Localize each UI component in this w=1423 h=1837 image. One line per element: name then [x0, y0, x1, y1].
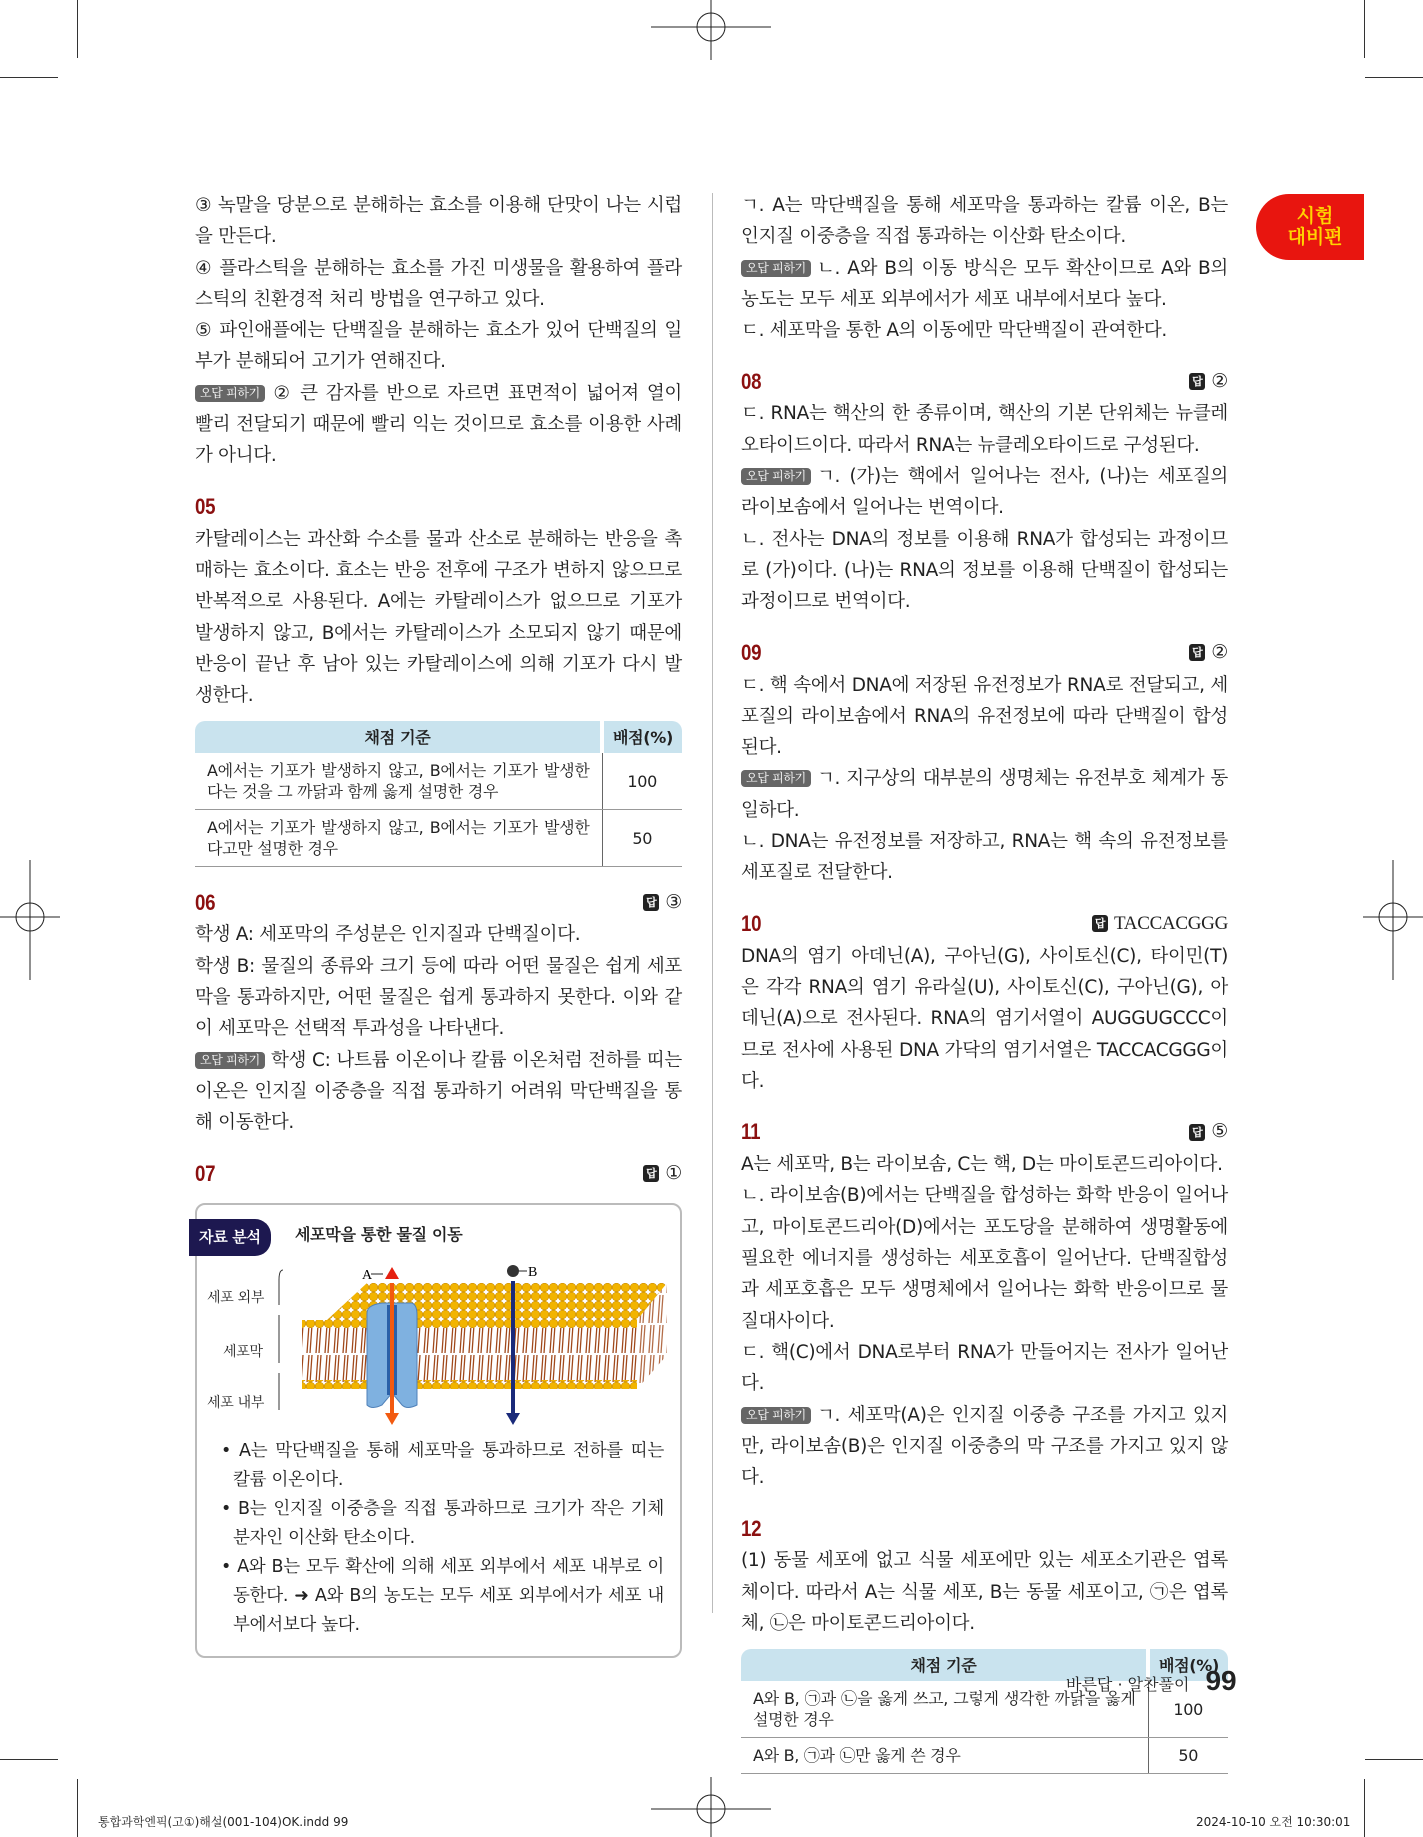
- crop-mark: [77, 0, 78, 58]
- side-tab-exam-prep: [1256, 194, 1364, 260]
- section-11: [741, 1115, 1228, 1493]
- paragraph-text: ㄱ. 지구상의 대부분의 생명체는 유전부호 체계가 동일하다.: [741, 768, 1228, 821]
- answer: [643, 1158, 682, 1189]
- label-membrane: 세포막: [223, 1343, 263, 1360]
- answer-icon: 답: [643, 894, 659, 911]
- table-cell: A와 B, ㉠과 ㉡을 옳게 쓰고, 그렇게 생각한 까닭을 옳게 설명한 경우: [741, 1681, 1148, 1738]
- section-07: [195, 1157, 682, 1658]
- lipid-tails: [302, 1328, 637, 1382]
- registration-mark-icon: [651, 1777, 771, 1837]
- slug-file: 통합과학엔픽(고①)해설(001-104)OK.indd 99: [98, 1815, 349, 1829]
- paragraph: ⑤ 파인애플에는 단백질을 분해하는 효소가 있어 단백질의 일부가 분해되어 고기가 연해진다.: [195, 320, 682, 373]
- paragraph: [741, 763, 1228, 826]
- paragraph-text: ㄱ. 세포막(A)은 인지질 이중층 구조를 가지고 있지만, 라이보솜(B)은 인지질 이중층의 막 구조를 가지고 있지 않다.: [741, 1404, 1228, 1489]
- page-footer: [1066, 1665, 1237, 1697]
- answer: [643, 887, 682, 918]
- paragraph: [195, 378, 682, 472]
- answer: [1092, 908, 1228, 939]
- paragraph: ㄷ. RNA는 핵산의 한 종류이며, 핵산의 기본 단위체는 뉴클레오타이드이다. 따라서 RNA는 뉴클레오타이드로 구성된다.: [741, 403, 1228, 456]
- figure-bullets: [217, 1437, 664, 1640]
- section-10: [741, 907, 1228, 1097]
- answer: [1189, 637, 1228, 668]
- crop-mark: [1364, 0, 1365, 58]
- section-06: [195, 885, 682, 1138]
- membrane-diagram: [207, 1265, 677, 1440]
- answer-icon: 답: [1189, 644, 1205, 661]
- section-number: 05: [195, 494, 216, 520]
- slug-date: 2024-10-10 오전 10:30:01: [1196, 1815, 1351, 1829]
- paragraph-text: ② 큰 감자를 반으로 자르면 표면적이 넓어져 열이 빨리 전달되기 때문에 빨리 익는 것이므로 효소를 이용한 사례가 아니다.: [195, 382, 682, 467]
- answer: [1189, 366, 1228, 397]
- crop-mark: [1365, 1759, 1423, 1760]
- table-header: 채점 기준: [195, 721, 602, 753]
- page-number: 99: [1205, 1665, 1237, 1696]
- paragraph: ㄷ. 핵(C)에서 DNA로부터 RNA가 만들어지는 전사가 일어난다.: [741, 1341, 1228, 1395]
- paragraph: ㄷ. 핵 속에서 DNA에 저장된 유전정보가 RNA로 전달되고, 세포질의 라이보솜에서 RNA의 유전정보에 따라 단백질이 합성된다.: [741, 674, 1228, 759]
- paragraph: A는 세포막, B는 라이보솜, C는 핵, D는 마이토콘드리아이다.: [741, 1154, 1223, 1176]
- answer-value: TACCACGGG: [1113, 912, 1228, 934]
- answer-value: ⑤: [1211, 1120, 1228, 1143]
- label-inside: 세포 내부: [207, 1394, 265, 1411]
- paragraph: 학생 A: 세포막의 주성분은 인지질과 단백질이다.: [195, 924, 581, 946]
- table-header: 배점(%): [602, 721, 682, 753]
- bullet-text: A와 B는 모두 확산에 의해 세포 외부에서 세포 내부로 이동한다. ➜ A와 B의 농도는 모두 세포 외부에서가 세포 내부에서보다 높다.: [233, 1556, 664, 1635]
- table-cell: 100: [1148, 1681, 1228, 1738]
- paragraph: ㄴ. 라이보솜(B)에서는 단백질을 합성하는 화학 반응이 일어나고, 마이토콘드리아(D)에서는 포도당을 분해하여 생명활동에 필요한 에너지를 생성하는 세포호흡이 일어난다. 단백질합성과 세포호흡은 모두 생명체에서 일어나는 화학 반응이므로 물질대사이다.: [741, 1185, 1228, 1332]
- answer-value: ③: [665, 890, 682, 913]
- table-cell: 50: [1148, 1738, 1228, 1774]
- paragraph: ③ 녹말을 당분으로 분해하는 효소를 이용해 단맛이 나는 시럽을 만든다.: [195, 195, 682, 248]
- label-b: B: [528, 1264, 538, 1280]
- section-number: 10: [741, 910, 762, 936]
- paragraph: ㄷ. 세포막을 통한 A의 이동에만 막단백질이 관여한다.: [741, 320, 1167, 342]
- answer-value: ②: [1211, 640, 1228, 663]
- bullet-text: A는 막단백질을 통해 세포막을 통과하므로 전하를 띠는 칼륨 이온이다.: [233, 1440, 664, 1490]
- paragraph: [741, 1400, 1228, 1494]
- figure-title: 세포막을 통한 물질 이동: [295, 1224, 463, 1244]
- table-cell: A에서는 기포가 발생하지 않고, B에서는 기포가 발생한다는 것을 그 까닭과 함께 옳게 설명한 경우: [195, 753, 602, 810]
- section-12: [741, 1511, 1228, 1774]
- answer-icon: 답: [1189, 373, 1205, 390]
- paragraph: ㄱ. A는 막단백질을 통해 세포막을 통과하는 칼륨 이온, B는 인지질 이중층을 직접 통과하는 이산화 탄소이다.: [741, 195, 1228, 248]
- section-number: 11: [741, 1119, 761, 1145]
- paragraph: [741, 253, 1228, 316]
- section-number: 08: [741, 368, 762, 394]
- answer: [1189, 1116, 1228, 1147]
- column-divider: [712, 193, 713, 1613]
- wrong-answer-badge: 오답 피하기: [741, 770, 811, 787]
- wrong-answer-badge: 오답 피하기: [741, 1407, 811, 1424]
- bullet-item: • A는 막단백질을 통해 세포막을 통과하므로 전하를 띠는 칼륨 이온이다.: [221, 1440, 664, 1490]
- left-column: [195, 190, 682, 1658]
- paragraph: ㄴ. 전사는 DNA의 정보를 이용해 RNA가 합성되는 과정이므로 (가)이다. (나)는 RNA의 정보를 이용해 단백질이 합성되는 과정이므로 번역이다.: [741, 528, 1228, 613]
- section-number: 09: [741, 639, 762, 665]
- answer-icon: 답: [1189, 1124, 1205, 1141]
- section-08: [741, 364, 1228, 617]
- paragraph: (1) 동물 세포에 없고 식물 세포에만 있는 세포소기관은 엽록체이다. 따라서 A는 식물 세포, B는 동물 세포이고, ㉠은 엽록체, ㉡은 마이토콘드리아이다.: [741, 1550, 1228, 1634]
- table-cell: A에서는 기포가 발생하지 않고, B에서는 기포가 발생한다고만 설명한 경우: [195, 810, 602, 867]
- paragraph: DNA의 염기 아데닌(A), 구아닌(G), 사이토신(C), 타이민(T)은 각각 RNA의 염기 유라실(U), 사이토신(C), 구아닌(G), 아데닌(A)으로 전사된다. RNA의 염기서열이 AUGGUGCCC이므로 전사에 사용된 DNA 가닥의 염기서열은 TACCACGGG이다.: [741, 945, 1228, 1092]
- registration-mark-icon: [651, 0, 771, 60]
- crop-mark: [77, 1779, 78, 1837]
- scoring-table: [195, 721, 682, 867]
- answer-icon: 답: [643, 1165, 659, 1182]
- crop-mark: [1364, 1779, 1365, 1837]
- paragraph-text: ㄴ. A와 B의 이동 방식은 모두 확산이므로 A와 B의 농도는 모두 세포 외부에서가 세포 내부에서보다 높다.: [741, 257, 1228, 310]
- right-column: [741, 190, 1228, 1780]
- footer-label: 바른답 · 알찬풀이: [1066, 1675, 1190, 1694]
- paragraph: ㄴ. DNA는 유전정보를 저장하고, RNA는 핵 속의 유전정보를 세포질로 전달한다.: [741, 831, 1228, 884]
- crop-mark: [0, 77, 58, 78]
- answer-value: ①: [665, 1161, 682, 1184]
- table-row: [195, 810, 682, 867]
- table-row: [741, 1738, 1228, 1774]
- section-05: [195, 490, 682, 868]
- table-header: 배점(%): [1148, 1649, 1228, 1681]
- wrong-answer-badge: 오답 피하기: [195, 385, 265, 402]
- paragraph-text: 학생 C: 나트륨 이온이나 칼륨 이온처럼 전하를 띠는 이온은 인지질 이중층을 직접 통과하기 어려워 막단백질을 통해 이동한다.: [195, 1049, 682, 1134]
- table-cell: 50: [602, 810, 682, 867]
- paragraph-text: ㄱ. (가)는 핵에서 일어나는 전사, (나)는 세포질의 라이보솜에서 일어나는 번역이다.: [741, 466, 1228, 519]
- bullet-item: • B는 인지질 이중층을 직접 통과하므로 크기가 작은 기체 분자인 이산화 탄소이다.: [221, 1498, 664, 1548]
- table-cell: 100: [602, 753, 682, 810]
- table-row: [195, 753, 682, 810]
- registration-mark-icon: [1363, 860, 1423, 980]
- side-tab-line: 대비편: [1287, 226, 1343, 248]
- paragraph: 카탈레이스는 과산화 수소를 물과 산소로 분해하는 반응을 촉매하는 효소이다. 효소는 반응 전후에 구조가 변하지 않으므로 반복적으로 사용된다. A에는 카탈레이스가 없으므로 기포가 발생하지 않고, B에서는 카탈레이스가 소모되지 않기 때문에 반응이 끝난 후 남아 있는 카탈레이스에 의해 기포가 다시 발생한다.: [195, 528, 682, 707]
- bullet-text: B는 인지질 이중층을 직접 통과하므로 크기가 작은 기체 분자인 이산화 탄소이다.: [233, 1498, 664, 1548]
- bullet-item: • A와 B는 모두 확산에 의해 세포 외부에서 세포 내부로 이동한다. ➜ A와 B의 농도는 모두 세포 외부에서가 세포 내부에서보다 높다.: [221, 1556, 664, 1635]
- answer-value: ②: [1211, 369, 1228, 392]
- particle-a-icon: [385, 1267, 399, 1279]
- label-outside: 세포 외부: [207, 1289, 265, 1306]
- section-number: 06: [195, 889, 216, 915]
- data-analysis-figure: [195, 1203, 682, 1658]
- section-number: 12: [741, 1515, 762, 1541]
- paragraph: 학생 B: 물질의 종류와 크기 등에 따라 어떤 물질은 쉽게 세포막을 통과하지만, 어떤 물질은 쉽게 통과하지 못한다. 이와 같이 세포막은 선택적 투과성을 나타낸다.: [195, 955, 682, 1040]
- section-09: [741, 636, 1228, 889]
- answer-icon: 답: [1092, 915, 1108, 932]
- table-header: 채점 기준: [741, 1649, 1148, 1681]
- registration-mark-icon: [0, 860, 60, 980]
- wrong-answer-badge: 오답 피하기: [741, 260, 811, 277]
- section-number: 07: [195, 1160, 216, 1186]
- figure-tag: 자료 분석: [189, 1219, 271, 1256]
- table-cell: A와 B, ㉠과 ㉡만 옳게 쓴 경우: [741, 1738, 1148, 1774]
- wrong-answer-badge: 오답 피하기: [741, 468, 811, 485]
- paragraph: ④ 플라스틱을 분해하는 효소를 가진 미생물을 활용하여 플라스틱의 친환경적 처리 방법을 연구하고 있다.: [195, 257, 682, 310]
- crop-mark: [0, 1759, 58, 1760]
- particle-b-icon: [507, 1265, 519, 1277]
- side-tab-line: 시험: [1296, 205, 1334, 227]
- label-a: A: [362, 1267, 372, 1283]
- crop-mark: [1365, 77, 1423, 78]
- wrong-answer-badge: 오답 피하기: [195, 1052, 265, 1069]
- paragraph: [195, 1045, 682, 1139]
- paragraph: [741, 461, 1228, 524]
